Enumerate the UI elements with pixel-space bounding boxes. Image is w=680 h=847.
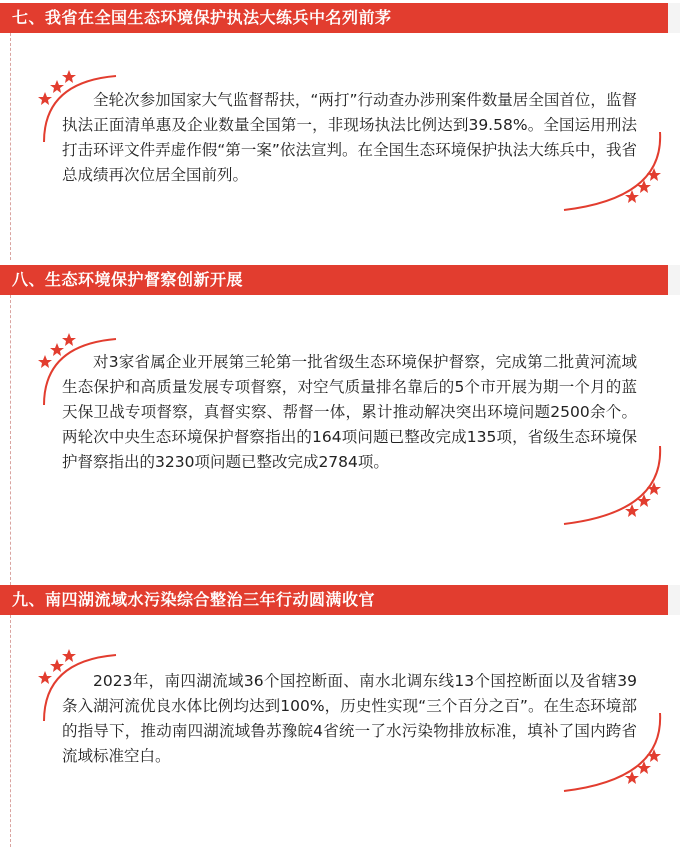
dashed-divider [10,33,11,260]
header-shadow [668,265,680,295]
star-icon [637,761,651,774]
star-icon [62,333,76,346]
section-title: 九、南四湖流域水污染综合整治三年行动圆满收官 [12,590,376,609]
corner-decoration-bottom-right [560,128,670,218]
corner-decoration-bottom-right [560,442,670,532]
header-shadow [668,3,680,33]
star-icon [647,168,661,181]
section-7 [0,0,680,260]
star-icon [637,180,651,193]
section-body-text: 对3家省属企业开展第三轮第一批省级生态环境保护督察，完成第二批黄河流域生态保护和高质量发展专项督察，对空气质量排名靠后的5个市开展为期一个月的蓝天保卫战专项督察，真督实察、帮督一体，累计推动解决突出环境问题2500余个。两轮次中央生态环境保护督察指出的164项问题已整改完成135项，省级生态环境保护督察指出的3230项问题已整改完成2784项。 [62,353,637,471]
section-9 [0,585,680,847]
section-body-text: 2023年，南四湖流域36个国控断面、南水北调东线13个国控断面以及省辖39条入湖河流优良水体比例均达到100%，历史性实现“三个百分之百”。在生态环境部的指导下，推动南四湖流域鲁苏豫皖4省统一了水污染物排放标准，填补了国内跨省流域标准空白。 [62,672,637,765]
star-icon [62,649,76,662]
star-icon [647,482,661,495]
section-title: 八、生态环境保护督察创新开展 [12,270,244,289]
star-icon [647,749,661,762]
dashed-divider [10,295,11,585]
star-icon [637,494,651,507]
section-8 [0,265,680,585]
star-icon [38,92,52,105]
corner-decoration-bottom-right [560,709,670,799]
section-body-text: 全轮次参加国家大气监督帮扶，“两打”行动查办涉刑案件数量居全国首位，监督执法正面清单惠及企业数量全国第一，非现场执法比例达到39.58%。全国运用刑法打击环评文件弄虚作假“第一案”依法宣判。在全国生态环境保护执法大练兵中，我省总成绩再次位居全国前列。 [62,91,637,184]
star-icon [38,355,52,368]
dashed-divider [10,615,11,847]
star-icon [38,671,52,684]
star-icon [62,70,76,83]
section-title: 七、我省在全国生态环境保护执法大练兵中名列前茅 [12,8,392,27]
header-shadow [668,585,680,615]
